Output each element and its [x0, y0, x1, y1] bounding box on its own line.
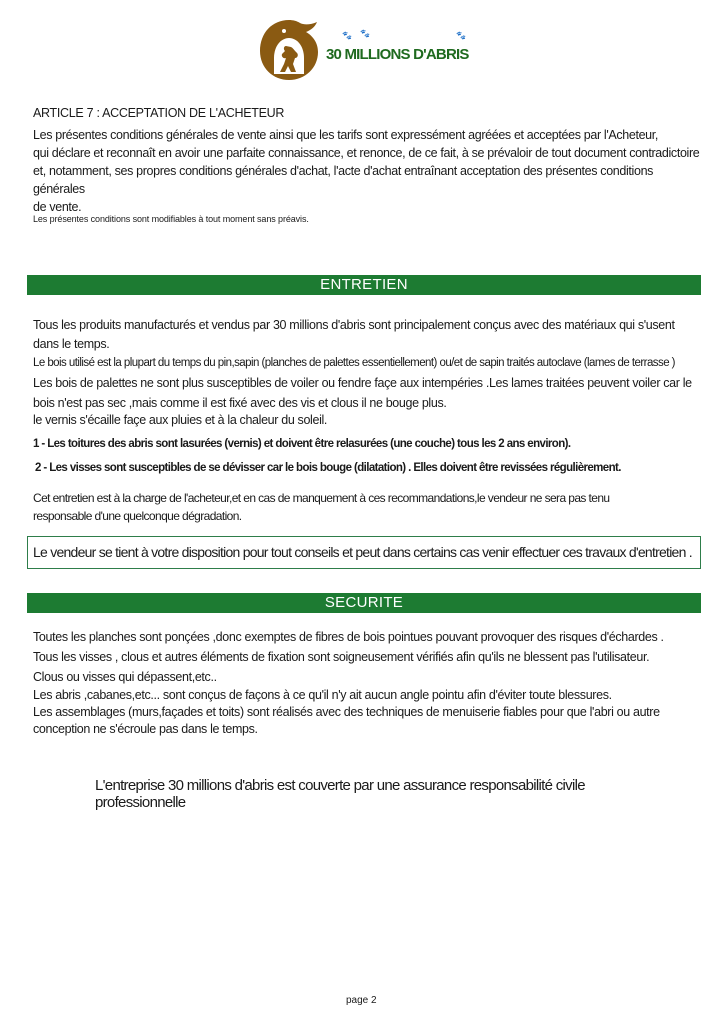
responsibility-line: responsable d'une quelconque dégradation. — [33, 509, 242, 523]
article-title: ARTICLE 7 : ACCEPTATION DE L'ACHETEUR — [33, 106, 285, 120]
paw-icon: 🐾 — [360, 29, 370, 38]
maintenance-item-2: 2 - Les visses sont susceptibles de se dévisser car le bois bouge (dilatation) . Elles doivent être revissées régulièrement. — [35, 462, 621, 474]
entretien-line: le vernis s'écaille façe aux pluies et à la chaleur du soleil. — [33, 413, 328, 427]
article-line: et, notamment, ses propres conditions générales d'achat, l'acte d'achat entraînant acceptation des présentes conditions générales — [33, 164, 654, 196]
entretien-line: Tous les produits manufacturés et vendus par 30 millions d'abris sont principalement conçus avec des matériaux qui s'usent — [33, 318, 675, 332]
securite-line: Tous les visses , clous et autres éléments de fixation sont soigneusement vérifiés afin qu'ils ne blessent pas l'utilisateur. — [33, 650, 650, 664]
securite-line: Les abris ,cabanes,etc... sont conçus de façons à ce qu'il n'y ait aucun angle pointu afin d'éviter toute blessures. — [33, 688, 612, 702]
article-line: Les présentes conditions générales de vente ainsi que les tarifs sont expressément agréées et acceptées par l'Acheteur, — [33, 128, 659, 142]
paw-icon: 🐾 — [456, 31, 466, 40]
maintenance-item-1: 1 - Les toitures des abris sont lasurées (vernis) et doivent être relasurées (une couche) tous les 2 ans environ). — [33, 438, 571, 450]
disposition-box — [27, 536, 701, 569]
entretien-line: Les bois de palettes ne sont plus susceptibles de voiler ou fendre façe aux intempéries .Les lames traitées peuvent voiler car le — [33, 376, 692, 390]
brand-name: 30 MILLIONS D'ABRIS — [326, 46, 469, 63]
securite-line: Clous ou visses qui dépassent,etc.. — [33, 670, 217, 684]
dog-silhouette-logo-icon — [256, 16, 322, 82]
section-heading-entretien: ENTRETIEN — [27, 275, 701, 295]
securite-line: Toutes les planches sont ponçées ,donc exemptes de fibres de bois pointues pouvant provoquer des risques d'échardes . — [33, 630, 664, 644]
entretien-line: dans le temps. — [33, 337, 110, 351]
section-heading-securite: SECURITE — [27, 593, 701, 613]
company-logo — [256, 16, 486, 84]
article-note: Les présentes conditions sont modifiables à tout moment sans préavis. — [33, 214, 309, 224]
responsibility-line: Cet entretien est à la charge de l'acheteur,et en cas de manquement à ces recommandations,le vendeur ne sera pas tenu — [33, 491, 610, 505]
entretien-line: bois n'est pas sec ,mais comme il est fixé avec des vis et clous il ne bouge plus. — [33, 396, 447, 410]
article-line: qui déclare et reconnaît en avoir une parfaite connaissance, et renonce, de ce fait, à se prévaloir de tout document contradictoire — [33, 146, 700, 160]
article-line: de vente. — [33, 200, 82, 214]
article-body — [33, 126, 703, 216]
entretien-line: Le bois utilisé est la plupart du temps du pin,sapin (planches de palettes essentiellement) ou/et de sapin traités autoclave (lames de terrasse ) — [33, 357, 675, 369]
page-number: page 2 — [346, 995, 377, 1006]
securite-line: Les assemblages (murs,façades et toits) sont réalisés avec des techniques de menuiserie fiables pour que l'abri ou autre — [33, 705, 660, 719]
insurance-statement: L'entreprise 30 millions d'abris est couverte par une assurance responsabilité civile professionnelle — [95, 777, 585, 811]
paw-icon: 🐾 — [342, 31, 352, 40]
disposition-text: Le vendeur se tient à votre disposition pour tout conseils et peut dans certains cas venir effectuer ces travaux d'entretien . — [33, 544, 692, 560]
securite-line: conception ne s'écroule pas dans le temps. — [33, 722, 258, 736]
